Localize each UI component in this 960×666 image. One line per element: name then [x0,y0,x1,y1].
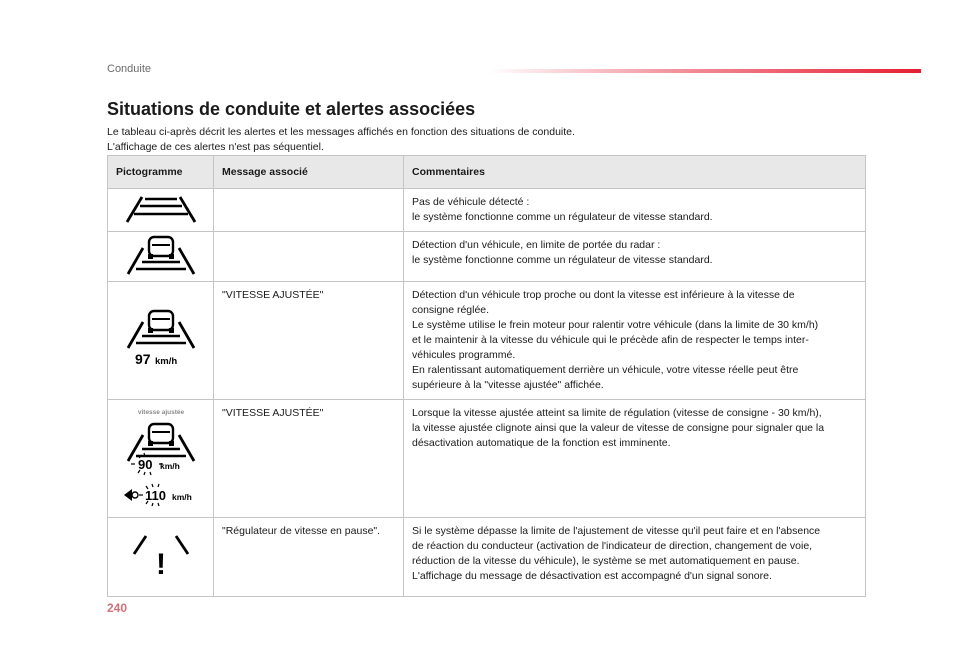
icon-speed-value-2: 110 [144,488,166,503]
pictogram-cell [108,400,214,518]
pictogram-cell [108,518,214,597]
table-row [108,518,866,597]
intro-line: Le tableau ci-après décrit les alertes et les messages affichés en fonction des situations de conduite. [107,126,575,138]
icon-speed-unit-2: km/h [171,492,192,502]
icon-speed-value: 97 [134,351,151,367]
header-commentaires: Commentaires [404,156,866,189]
message-cell [214,518,404,597]
pictogram-cell [108,232,214,282]
comment-line: véhicules programmé. [412,349,516,361]
comment-cell [404,518,866,597]
message-cell [214,400,404,518]
header-rule [488,69,921,73]
comment-line: Pas de véhicule détecté : [412,196,530,208]
message-cell [214,282,404,400]
header-message: Message associé [214,156,404,189]
message-cell [214,232,404,282]
comment-line: Détection d'un véhicule trop proche ou dont la vitesse est inférieure à la vitesse de [412,289,795,301]
icon-speed-unit: km/h [154,356,177,367]
comment-line: Lorsque la vitesse ajustée atteint sa limite de régulation (vitesse de consigne - 30 km/h), [412,407,822,419]
warning-pause-icon [121,528,201,582]
comment-line: consigne réglée. [412,304,490,316]
comment-line: de réaction du conducteur (activation de l'indicateur de direction, changement de voie, [412,540,813,552]
comment-line: la vitesse ajustée clignote ainsi que la valeur de vitesse de consigne pour signaler que la [412,422,825,434]
page-title: Situations de conduite et alertes associées [107,99,476,119]
comment-cell [404,189,866,232]
table-row [108,400,866,518]
message-text: "VITESSE AJUSTÉE" [222,407,324,419]
comment-line: L'affichage du message de désactivation est accompagné d'un signal sonore. [412,570,772,582]
message-text: "VITESSE AJUSTÉE" [222,289,324,301]
comment-line: réduction de la vitesse du véhicule), le système se met automatiquement en pause. [412,555,800,567]
speed-limit-blink-icon [118,404,204,512]
comment-line: Le système utilise le frein moteur pour ralentir votre véhicule (dans la limite de 30 km/h) [412,319,819,331]
pictogram-cell [108,189,214,232]
comment-line: Détection d'un véhicule, en limite de portée du radar : [412,239,661,251]
comment-cell [404,400,866,518]
header-pictogramme: Pictogramme [108,156,214,189]
comment-cell [404,232,866,282]
table-row [108,232,866,282]
page-number: 240 [107,601,128,615]
warning-exclamation-glyph: ! [155,547,166,581]
icon-speed-unit: km/h [159,461,180,471]
pictogram-cell [108,282,214,400]
icon-speed-value: 90 [137,457,152,472]
icon-caption: vitesse ajustée [137,409,184,416]
message-cell [214,189,404,232]
section-label: Conduite [107,63,152,75]
comment-line: désactivation automatique de la fonction est imminente. [412,437,671,449]
comment-line: Si le système dépasse la limite de l'ajustement de vitesse qu'il peut faire et en l'absence [412,525,821,537]
intro-text [107,125,867,155]
comment-line: le système fonctionne comme un régulateur de vitesse standard. [412,211,713,223]
comment-line: et le maintenir à la vitesse du véhicule qui le précède afin de respecter le temps inter- [412,334,809,346]
comment-line: le système fonctionne comme un régulateur de vitesse standard. [412,254,713,266]
intro-line: L'affichage de ces alertes n'est pas séquentiel. [107,141,324,153]
table-row [108,282,866,400]
vehicle-detected-icon [121,232,201,276]
table-header-row [108,156,866,189]
comment-line: supérieure à la "vitesse ajustée" affichée. [412,379,604,391]
comment-line: En ralentissant automatiquement derrière un véhicule, votre vitesse réelle peut être [412,364,799,376]
message-text: "Régulateur de vitesse en pause". [222,525,381,537]
comment-cell [404,282,866,400]
lane-road-icon [121,191,201,225]
alerts-table [107,155,866,597]
adjusted-speed-icon [121,306,201,370]
table-row [108,189,866,232]
